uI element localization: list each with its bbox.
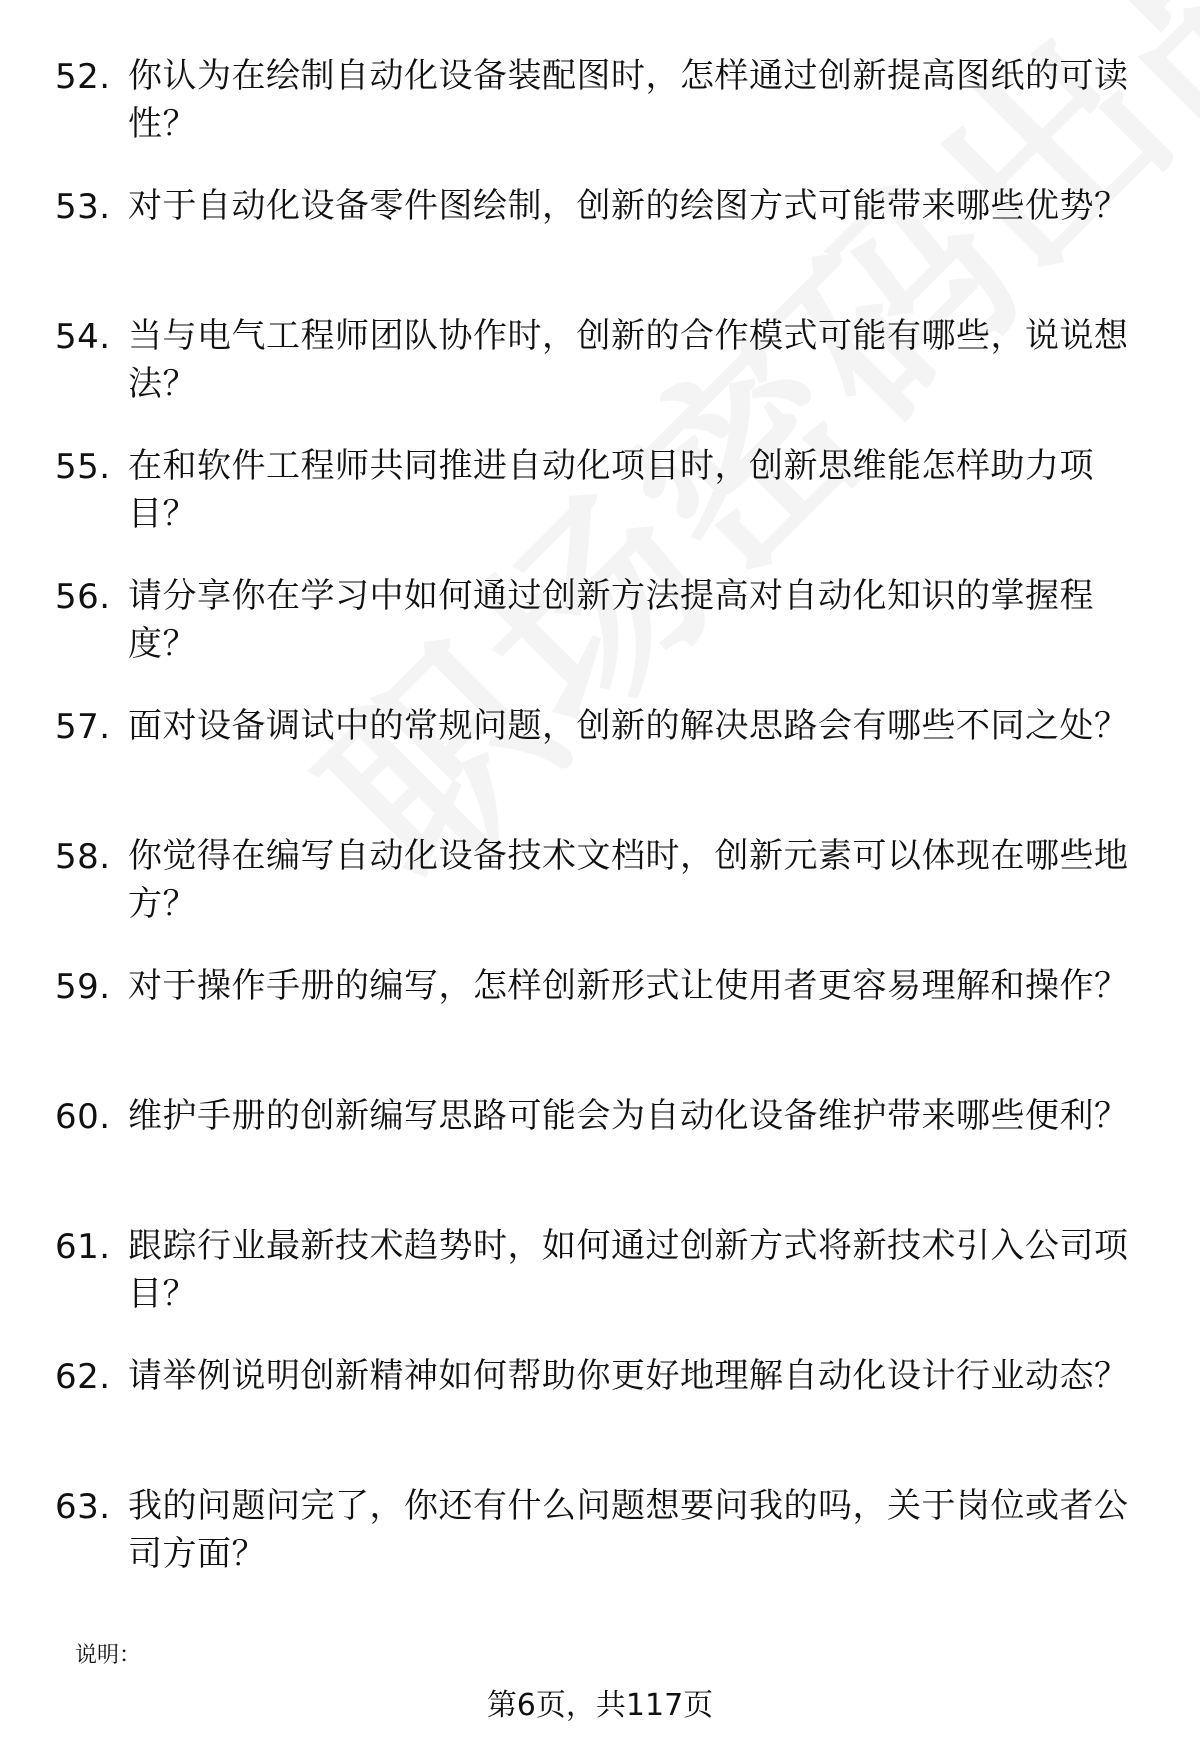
question-text: 请举例说明创新精神如何帮助你更好地理解自动化设计行业动态？ xyxy=(128,1356,1129,1396)
page-footer: 第6页，共117页 xyxy=(486,1688,714,1723)
question-item xyxy=(0,1222,1200,1352)
question-item xyxy=(0,832,1200,962)
question-item xyxy=(0,1352,1200,1482)
question-item xyxy=(0,1092,1200,1222)
question-number: 55. xyxy=(55,447,111,487)
question-text: 我的问题问完了，你还有什么问题想要问我的吗，关于岗位或者公司方面？ xyxy=(128,1486,1129,1574)
question-text: 你觉得在编写自动化设备技术文档时，创新元素可以体现在哪些地方？ xyxy=(128,836,1129,924)
question-item xyxy=(0,182,1200,312)
question-number: 58. xyxy=(55,837,111,877)
question-list xyxy=(0,52,1200,1612)
question-text: 在和软件工程师共同推进自动化项目时，创新思维能怎样助力项目？ xyxy=(128,446,1094,534)
question-number: 56. xyxy=(55,577,111,617)
note-label: 说明： xyxy=(75,1643,142,1668)
question-item xyxy=(0,1482,1200,1612)
question-item xyxy=(0,572,1200,702)
question-number: 62. xyxy=(55,1357,111,1397)
question-text: 对于自动化设备零件图绘制，创新的绘图方式可能带来哪些优势？ xyxy=(128,186,1129,226)
question-text: 当与电气工程师团队协作时，创新的合作模式可能有哪些，说说想法？ xyxy=(128,316,1129,404)
question-text: 对于操作手册的编写，怎样创新形式让使用者更容易理解和操作？ xyxy=(128,966,1129,1006)
question-item xyxy=(0,312,1200,442)
question-text: 面对设备调试中的常规问题，创新的解决思路会有哪些不同之处？ xyxy=(128,706,1129,746)
question-text: 你认为在绘制自动化设备装配图时，怎样通过创新提高图纸的可读性？ xyxy=(128,56,1129,144)
question-number: 53. xyxy=(55,187,111,227)
question-number: 54. xyxy=(55,317,111,357)
question-item xyxy=(0,702,1200,832)
question-item xyxy=(0,962,1200,1092)
question-number: 52. xyxy=(55,57,111,97)
question-number: 59. xyxy=(55,967,111,1007)
question-number: 57. xyxy=(55,707,111,747)
question-number: 60. xyxy=(55,1097,111,1137)
question-number: 61. xyxy=(55,1227,111,1267)
question-text: 跟踪行业最新技术趋势时，如何通过创新方式将新技术引入公司项目？ xyxy=(128,1226,1129,1314)
question-number: 63. xyxy=(55,1487,111,1527)
question-text: 请分享你在学习中如何通过创新方法提高对自动化知识的掌握程度？ xyxy=(128,576,1094,664)
question-item xyxy=(0,442,1200,572)
question-item xyxy=(0,52,1200,182)
question-text: 维护手册的创新编写思路可能会为自动化设备维护带来哪些便利？ xyxy=(128,1096,1129,1136)
